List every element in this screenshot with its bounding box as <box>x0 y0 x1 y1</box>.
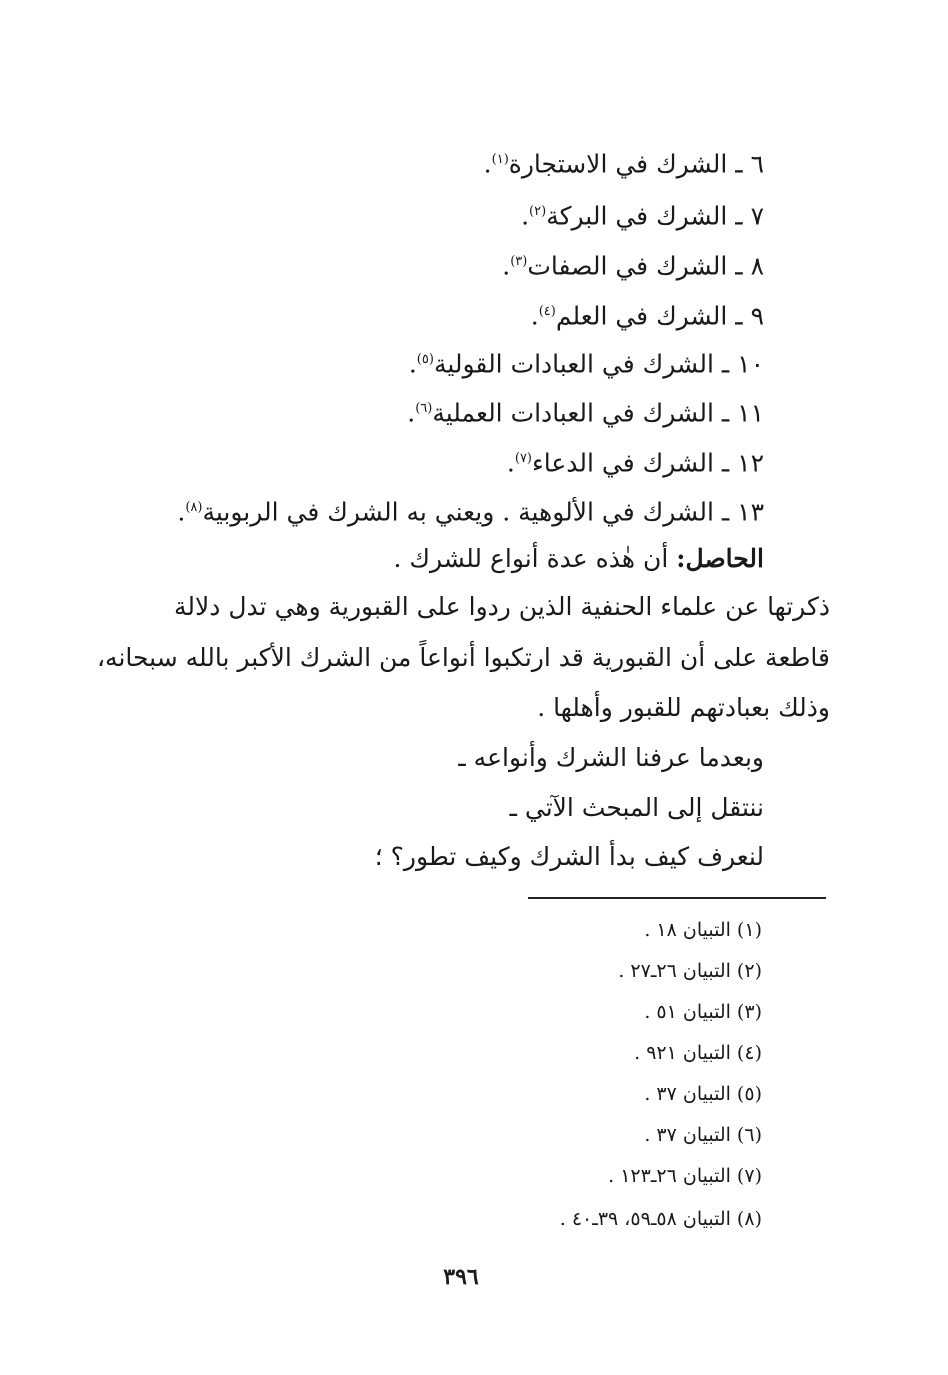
footnote: (٢) التبيان ٢٦ـ٢٧ . <box>618 960 762 982</box>
list-item: ١٢ ـ الشرك في الدعاء$^{(٧)}$. <box>506 448 764 478</box>
footnote: (٤) التبيان ٩٢١ . <box>634 1042 762 1064</box>
footnote-ref: (٢) <box>529 204 547 219</box>
conclusion-text: أن هٰذه عدة أنواع للشرك . <box>393 544 677 573</box>
footnote-ref: (١) <box>491 152 509 167</box>
footnote: (١) التبيان ١٨ . <box>644 919 762 941</box>
paragraph-line: ذكرتها عن علماء الحنفية الذين ردوا على القبورية وهي تدل دلالة <box>174 592 830 621</box>
footnote: (٥) التبيان ٣٧ . <box>644 1083 762 1105</box>
list-item: ١٠ ـ الشرك في العبادات القولية$^{(٥)}$. <box>408 349 764 379</box>
list-item: ١١ ـ الشرك في العبادات العملية$^{(٦)}$. <box>407 398 764 428</box>
footnote: (٧) التبيان ٢٦ـ١٢٣ . <box>608 1165 762 1187</box>
paragraph-line: وذلك بعبادتهم للقبور وأهلها . <box>537 693 830 722</box>
footnote-ref: (٣) <box>510 254 528 269</box>
list-item: ٦ ـ الشرك في الاستجارة$^{(١)}$. <box>483 149 764 179</box>
footnote: (٨) التبيان ٥٨ـ٥٩، ٣٩ـ٤٠ . <box>559 1208 762 1230</box>
footnote-ref: (٤) <box>538 304 556 319</box>
footnote: (٦) التبيان ٣٧ . <box>644 1124 762 1146</box>
list-item: ٩ ـ الشرك في العلم$^{(٤)}$. <box>530 301 764 331</box>
footnote-ref: (٦) <box>415 401 433 416</box>
paragraph-line: قاطعة على أن القبورية قد ارتكبوا أنواعاً من الشرك الأكبر بالله سبحانه، <box>96 643 830 672</box>
footnote-ref: (٨) <box>185 500 203 515</box>
transition-line: لنعرف كيف بدأ الشرك وكيف تطور؟ ؛ <box>374 842 764 871</box>
conclusion-label: الحاصل: <box>676 544 764 573</box>
conclusion-line <box>394 542 764 576</box>
transition-line: ننتقل إلى المبحث الآتي ـ <box>509 793 764 822</box>
page-number: ٣٩٦ <box>443 1264 479 1290</box>
list-item: ١٣ ـ الشرك في الألوهية . ويعني به الشرك في الربوبية$^{(٨)}$. <box>177 497 764 527</box>
transition-line: وبعدما عرفنا الشرك وأنواعه ـ <box>458 743 764 772</box>
footnote: (٣) التبيان ٥١ . <box>644 1001 762 1023</box>
footnote-ref: (٧) <box>514 451 532 466</box>
list-item: ٨ ـ الشرك في الصفات$^{(٣)}$. <box>502 251 764 281</box>
list-item: ٧ ـ الشرك في البركة$^{(٢)}$. <box>521 201 764 231</box>
footnote-divider <box>528 897 826 899</box>
footnote-ref: (٥) <box>416 352 434 367</box>
